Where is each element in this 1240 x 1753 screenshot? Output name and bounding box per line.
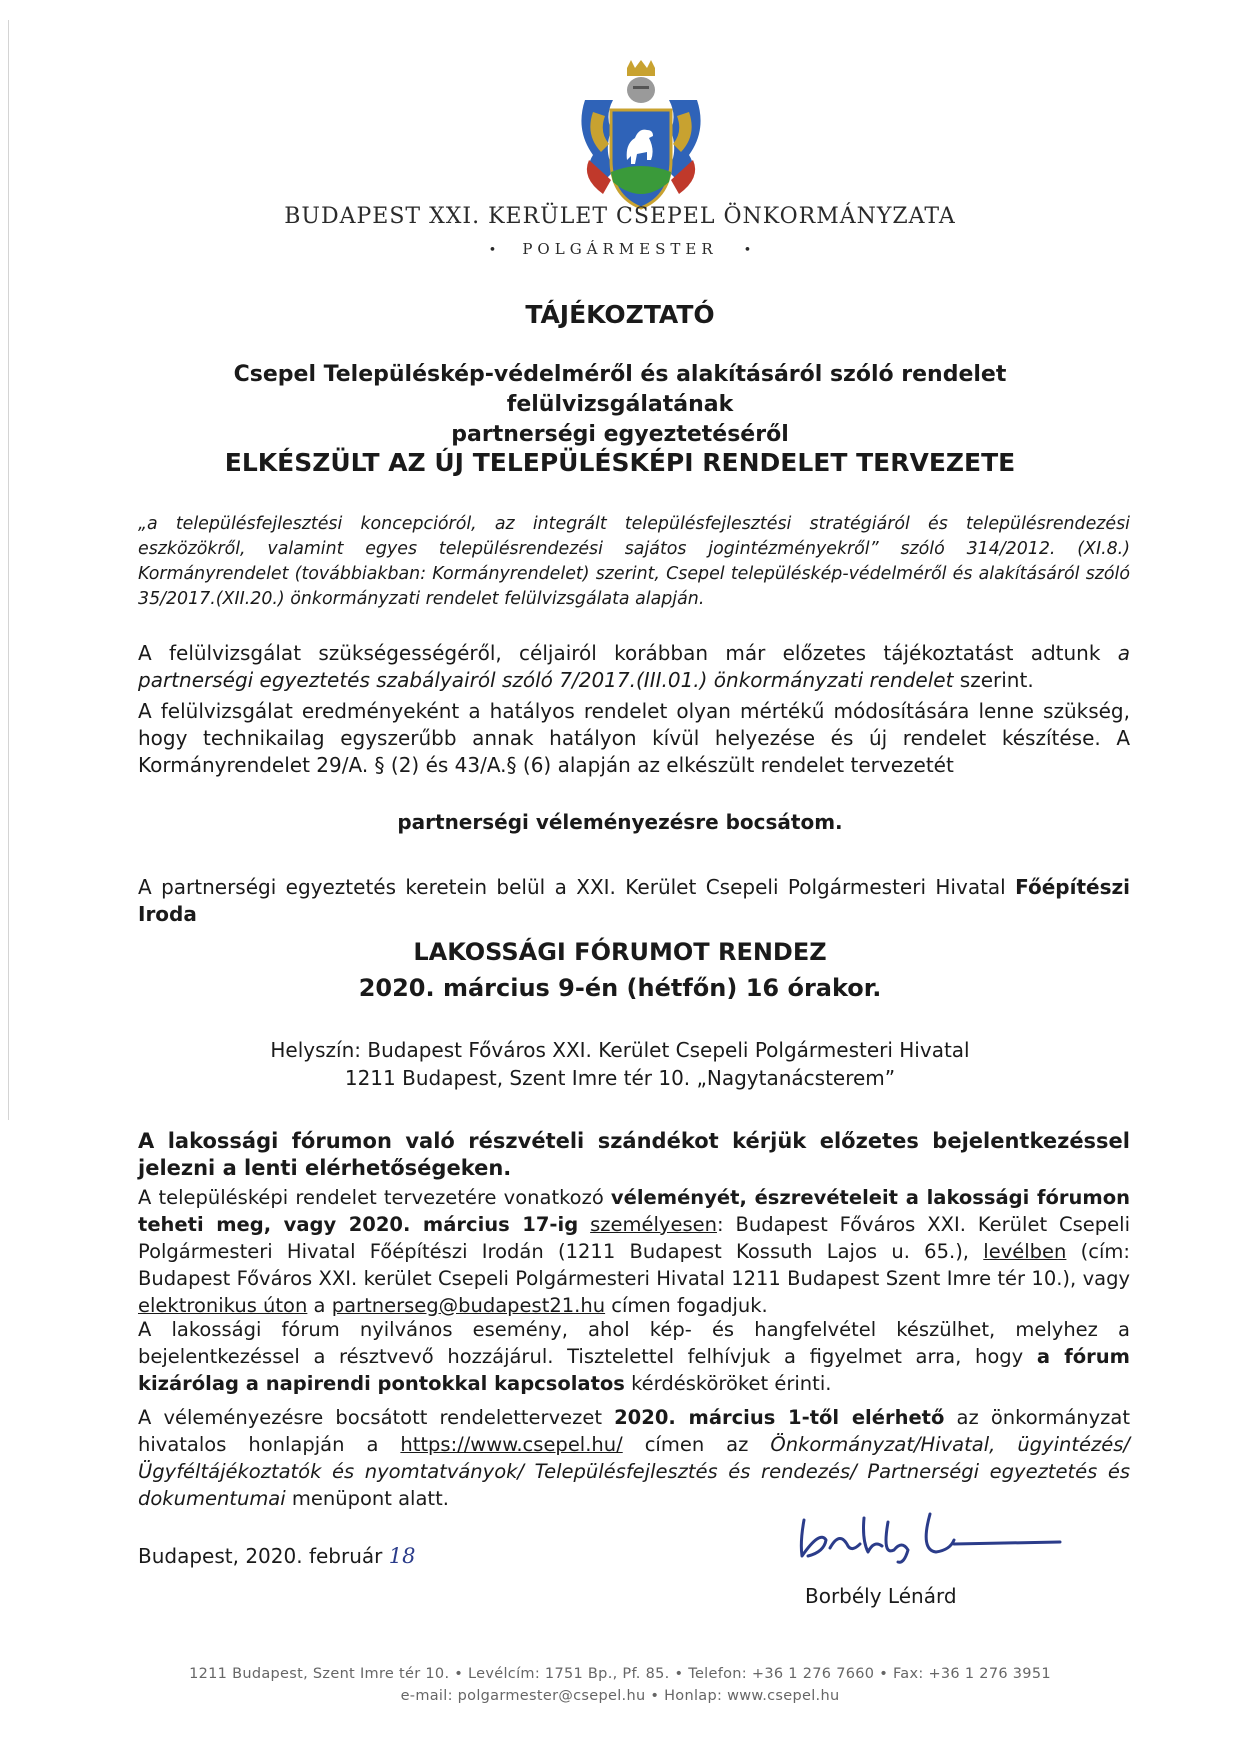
- in-person-label: személyesen: [590, 1213, 717, 1236]
- bullet-left: •: [488, 243, 497, 258]
- para5-e: : Budapest Főváros XXI. Kerület Csepeli Polgármesteri Hivatal Főépítészi Irodán (1211 Budapest Kossuth Lajos u. 65.),: [138, 1213, 1131, 1263]
- menu-path: Önkormányzat/Hivatal, ügyintézés/ Ügyféltájékoztatók és nyomtatványok/ Településfejlesztés és rendezés/ Partnerségi egyeztetés és dokumentumai: [138, 1433, 1130, 1510]
- para1-end: szerint.: [953, 668, 1034, 692]
- email-link[interactable]: partnerseg@budapest21.hu: [331, 1294, 606, 1317]
- para5-g: (cím: Budapest Főváros XXI. kerület Csepeli Polgármesteri Hivatal 1211 Budapest Szent Imre tér 10.), vagy: [138, 1240, 1130, 1290]
- paragraph-availability: [138, 1404, 1130, 1512]
- paragraph-public-event: [138, 1316, 1130, 1397]
- para7-a: A véleményezésre bocsátott rendelettervezet: [138, 1406, 615, 1429]
- legal-basis-quote: „a településfejlesztési koncepcióról, az integrált településfejlesztési stratégiáról és településrendezési eszközökről, valamint egyes településrendezési sajátos jogintézményekről” szóló 314/2012. (XI.8.) Kormányrendelet (továbbiakban: Kormányrendelet) szerint, Csepel településkép-védelméről és alakításáról szóló 35/2017.(XII.20.) önkormányzati rendelet felülvizsgálata alapján.: [138, 514, 1130, 609]
- document-subtitle: [130, 360, 1110, 450]
- para1-text: A felülvizsgálat szükségességéről, céljairól korábban már előzetes tájékoztatást adtunk: [138, 641, 1118, 665]
- electronic-label: elektronikus úton: [138, 1294, 308, 1317]
- para7-c: az önkormányzat hivatalos honlapján a: [138, 1406, 1131, 1456]
- para3-text: A partnerségi egyeztetés keretein belül a XXI. Kerület Csepeli Polgármesteri Hivatal: [138, 875, 1016, 899]
- para6-a: A lakossági fórum nyilvános esemény, ahol kép- és hangfelvétel készülhet, melyhez a bejelentkezéssel a résztvevő hozzájárul. Tisztelettel felhívjuk a figyelmet arra, hogy: [138, 1318, 1130, 1368]
- para5-i: a: [307, 1294, 332, 1317]
- paragraph-previous-info: [138, 640, 1130, 694]
- forum-date: 2020. március 9-én (hétfőn) 16 órakor.: [358, 974, 882, 1002]
- para7-b: 2020. március 1-től elérhető: [614, 1406, 945, 1429]
- document-date: [138, 1544, 415, 1568]
- organization-subtitle: [0, 240, 1240, 258]
- subtitle-line-2: partnerségi egyeztetéséről: [451, 422, 789, 447]
- footer-address: 1211 Budapest, Szent Imre tér 10. • Levélcím: 1751 Bp., Pf. 85. • Telefon: +36 1 276 7660 • Fax: +36 1 276 3951: [189, 1666, 1051, 1682]
- by-letter-label: levélben: [983, 1240, 1067, 1263]
- para5-c: [578, 1213, 590, 1236]
- location-line-2: 1211 Budapest, Szent Imre tér 10. „Nagytanácsterem”: [344, 1066, 896, 1090]
- signature-icon: [790, 1500, 1080, 1570]
- location-line-1: Helyszín: Budapest Főváros XXI. Kerület Csepeli Polgármesteri Hivatal: [270, 1038, 970, 1062]
- para7-g: menüpont alatt.: [285, 1487, 449, 1510]
- website-link[interactable]: https://www.csepel.hu/: [400, 1433, 623, 1456]
- paragraph-opinion-submission: [138, 1184, 1130, 1319]
- partner-review-statement: partnerségi véleményezésre bocsátom.: [397, 810, 843, 834]
- date-handwritten-day: 18: [388, 1544, 416, 1568]
- announcement-heading: ELKÉSZÜLT AZ ÚJ TELEPÜLÉSKÉPI RENDELET TERVEZETE: [224, 448, 1016, 477]
- date-text: Budapest, 2020. február: [138, 1544, 389, 1568]
- para1-italic: a partnerségi egyeztetés szabályairól szóló 7/2017.(III.01.) önkormányzati rendelet: [138, 641, 1130, 692]
- para7-e: címen az: [622, 1433, 771, 1456]
- document-title: TÁJÉKOZTATÓ: [525, 300, 715, 329]
- paragraph-review-result: A felülvizsgálat eredményeként a hatályos rendelet olyan mértékű módosítására lenne szükség, hogy technikailag egyszerűbb annak hatályon kívül helyezése és új rendelet készítése. A Kormányrendelet 29/A. § (2) és 43/A.§ (6) alapján az elkészült rendelet tervezetét: [138, 699, 1130, 777]
- para6-b: a fórum kizárólag a napirendi pontokkal kapcsolatos: [138, 1345, 1130, 1395]
- organization-subtitle-text: POLGÁRMESTER: [522, 240, 718, 258]
- para5-k: címen fogadjuk.: [605, 1294, 768, 1317]
- paragraph-registration: A lakossági fórumon való részvételi szándékot kérjük előzetes bejelentkezéssel jelezni a lenti elérhetőségeken.: [138, 1129, 1130, 1180]
- organization-name: BUDAPEST XXI. KERÜLET CSEPEL ÖNKORMÁNYZATA: [284, 204, 956, 229]
- coat-of-arms-icon: [575, 60, 707, 210]
- para6-c: kérdésköröket érinti.: [624, 1372, 832, 1395]
- para5-a: A településképi rendelet tervezetére vonatkozó: [138, 1186, 611, 1209]
- para3-bold: Főépítészi Iroda: [138, 875, 1130, 926]
- forum-heading: LAKOSSÁGI FÓRUMOT RENDEZ: [413, 938, 827, 966]
- subtitle-line-1: Csepel Településkép-védelméről és alakításáról szóló rendelet felülvizsgálatának: [233, 362, 1007, 417]
- bullet-right: •: [743, 243, 752, 258]
- para5-b: véleményét, észrevételeit a lakossági fórumon teheti meg, vagy 2020. március 17-ig: [138, 1186, 1131, 1236]
- paragraph-organizer: [138, 874, 1130, 928]
- footer-contact: e-mail: polgarmester@csepel.hu • Honlap: www.csepel.hu: [400, 1688, 840, 1704]
- signer-name: Borbély Lénárd: [805, 1584, 957, 1608]
